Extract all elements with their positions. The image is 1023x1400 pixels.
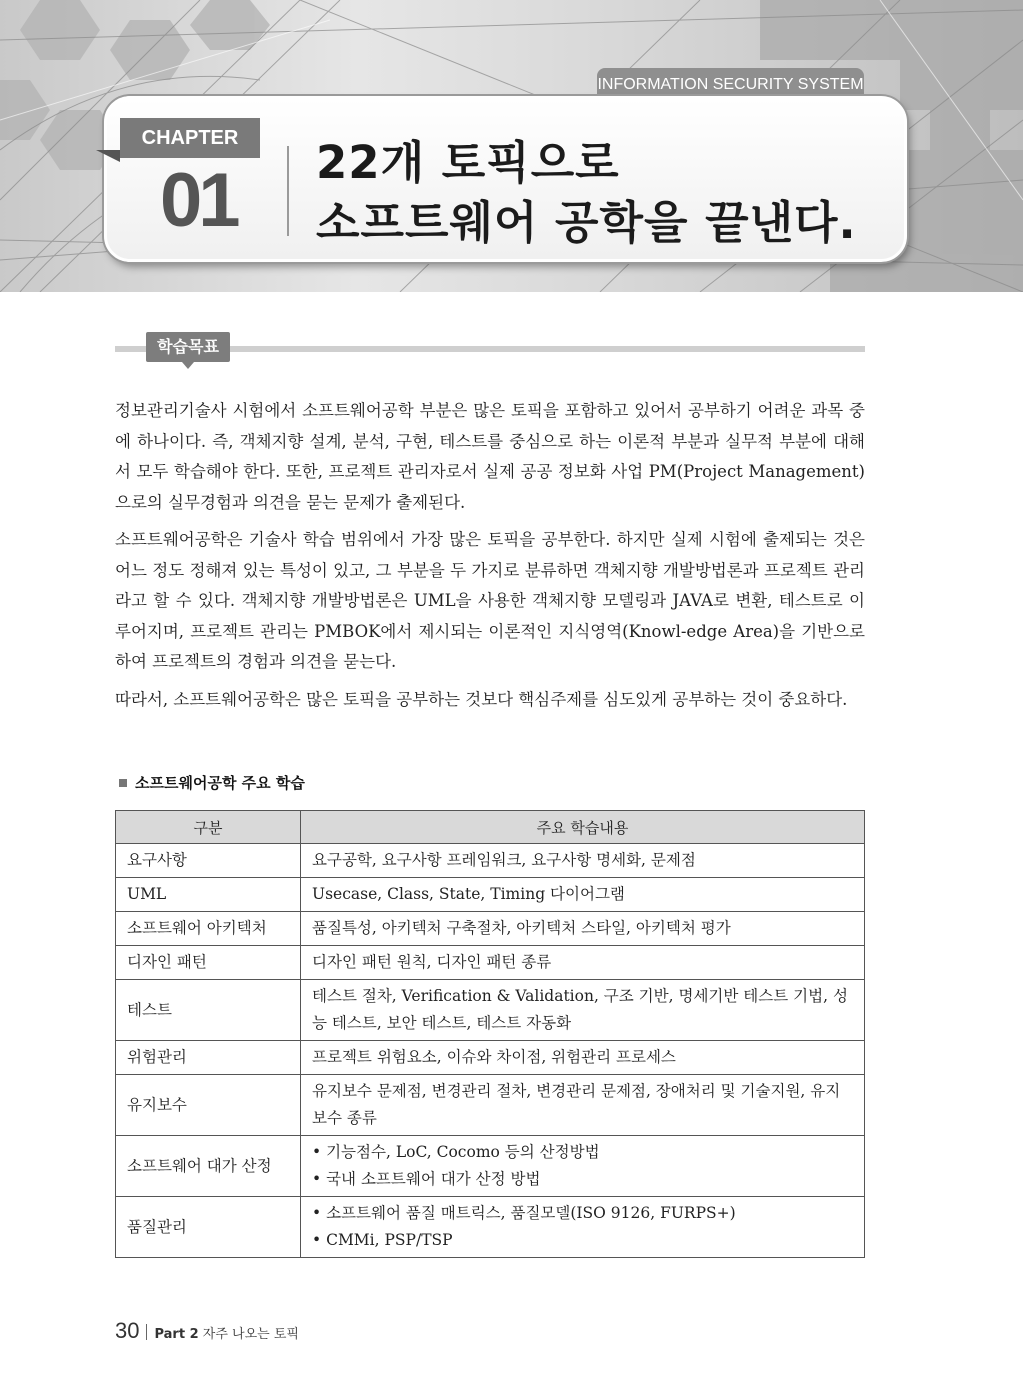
chapter-title-line-1: 22개 토픽으로	[316, 136, 620, 189]
study-topics-table	[115, 810, 865, 1258]
chapter-title-line-2: 소프트웨어 공학을 끝낸다.	[316, 196, 857, 249]
running-header	[154, 1327, 298, 1342]
footer-separator	[146, 1324, 147, 1340]
learning-goal-label: 학습목표	[146, 332, 230, 362]
content-cell	[301, 1197, 865, 1258]
goal-paragraph: 소프트웨어공학은 기술사 학습 범위에서 가장 많은 토픽을 공부한다. 하지만 실제 시험에 출제되는 것은 어느 정도 정해져 있는 특성이 있고, 그 부분을 두 가지로 분류하면 객체지향 개발방법론과 프로젝트 관리라고 할 수 있다. 객체지향 개발방법론은 UML을 사용한 객체지향 모델링과 JAVA로 변환, 테스트로 이루어지며, 프로젝트 관리는 PMBOK에서 제시되는 이론적인 지식영역(Knowl-edge Area)을 기반으로 하여 프로젝트의 경험과 의견을 묻는다.	[115, 530, 865, 671]
content-cell: 테스트 절차, Verification & Validation, 구조 기반, 명세기반 테스트 기법, 성능 테스트, 보안 테스트, 테스트 자동화	[301, 980, 865, 1041]
title-divider	[287, 146, 289, 236]
table-row	[116, 1136, 865, 1197]
column-header: 주요 학습내용	[301, 811, 865, 844]
category-cell: 테스트	[116, 980, 301, 1041]
part-label: Part 2	[154, 1327, 199, 1342]
table-header-row	[116, 811, 865, 844]
content-cell: 요구공학, 요구사항 프레임워크, 요구사항 명세화, 문제점	[301, 844, 865, 878]
category-cell: 디자인 패턴	[116, 946, 301, 980]
goal-paragraph: 정보관리기술사 시험에서 소프트웨어공학 부분은 많은 토픽을 포함하고 있어서 공부하기 어려운 과목 중에 하나이다. 즉, 객체지향 설계, 분석, 구현, 테스트를 중심으로 하는 이론적 부분과 실무적 부분에 대해서 모두 학습해야 한다. 또한, 프로젝트 관리자로서 실제 공공 정보화 사업 PM(Project Management)으로의 실무경험과 의견을 묻는 문제가 출제된다.	[115, 401, 865, 512]
square-bullet-icon	[119, 779, 127, 787]
category-cell: 소프트웨어 대가 산정	[116, 1136, 301, 1197]
column-header: 구분	[116, 811, 301, 844]
list-item: • 국내 소프트웨어 대가 산정 방법	[312, 1166, 853, 1193]
chapter-number: 01	[160, 158, 237, 243]
category-cell: UML	[116, 878, 301, 912]
chapter-tag-fold	[96, 150, 120, 162]
table-row	[116, 980, 865, 1041]
content-cell: 프로젝트 위험요소, 이슈와 차이점, 위험관리 프로세스	[301, 1041, 865, 1075]
section-title: 소프트웨어공학 주요 학습	[135, 774, 305, 792]
table-row	[116, 1041, 865, 1075]
category-cell: 위험관리	[116, 1041, 301, 1075]
part-title: 자주 나오는 토픽	[202, 1327, 299, 1342]
goal-paragraph: 따라서, 소프트웨어공학은 많은 토픽을 공부하는 것보다 핵심주제를 심도있게 공부하는 것이 중요하다.	[115, 689, 848, 709]
category-cell: 유지보수	[116, 1075, 301, 1136]
page-footer	[115, 1318, 299, 1344]
table-row	[116, 1197, 865, 1258]
list-item: • 기능점수, LoC, Cocomo 등의 산정방법	[312, 1139, 853, 1166]
learning-goal-text	[115, 396, 865, 722]
category-cell: 요구사항	[116, 844, 301, 878]
series-label: INFORMATION SECURITY SYSTEM	[597, 68, 864, 102]
table-row	[116, 946, 865, 980]
content-cell: 유지보수 문제점, 변경관리 절차, 변경관리 문제점, 장애처리 및 기술지원, 유지보수 종류	[301, 1075, 865, 1136]
page-number: 30	[115, 1318, 140, 1343]
chapter-label: CHAPTER	[120, 118, 260, 158]
list-item: • CMMi, PSP/TSP	[312, 1227, 853, 1254]
table-row	[116, 878, 865, 912]
list-item: • 소프트웨어 품질 매트릭스, 품질모델(ISO 9126, FURPS+)	[312, 1200, 853, 1227]
category-cell: 품질관리	[116, 1197, 301, 1258]
content-cell: Usecase, Class, State, Timing 다이어그램	[301, 878, 865, 912]
content-cell: 디자인 패턴 원칙, 디자인 패턴 종류	[301, 946, 865, 980]
section-heading	[119, 772, 305, 793]
category-cell: 소프트웨어 아키텍처	[116, 912, 301, 946]
table-row	[116, 844, 865, 878]
table-row	[116, 912, 865, 946]
bullet-list	[312, 1200, 853, 1254]
bullet-list	[312, 1139, 853, 1193]
content-cell: 품질특성, 아키텍처 구축절차, 아키텍처 스타일, 아키텍처 평가	[301, 912, 865, 946]
content-cell	[301, 1136, 865, 1197]
table-row	[116, 1075, 865, 1136]
